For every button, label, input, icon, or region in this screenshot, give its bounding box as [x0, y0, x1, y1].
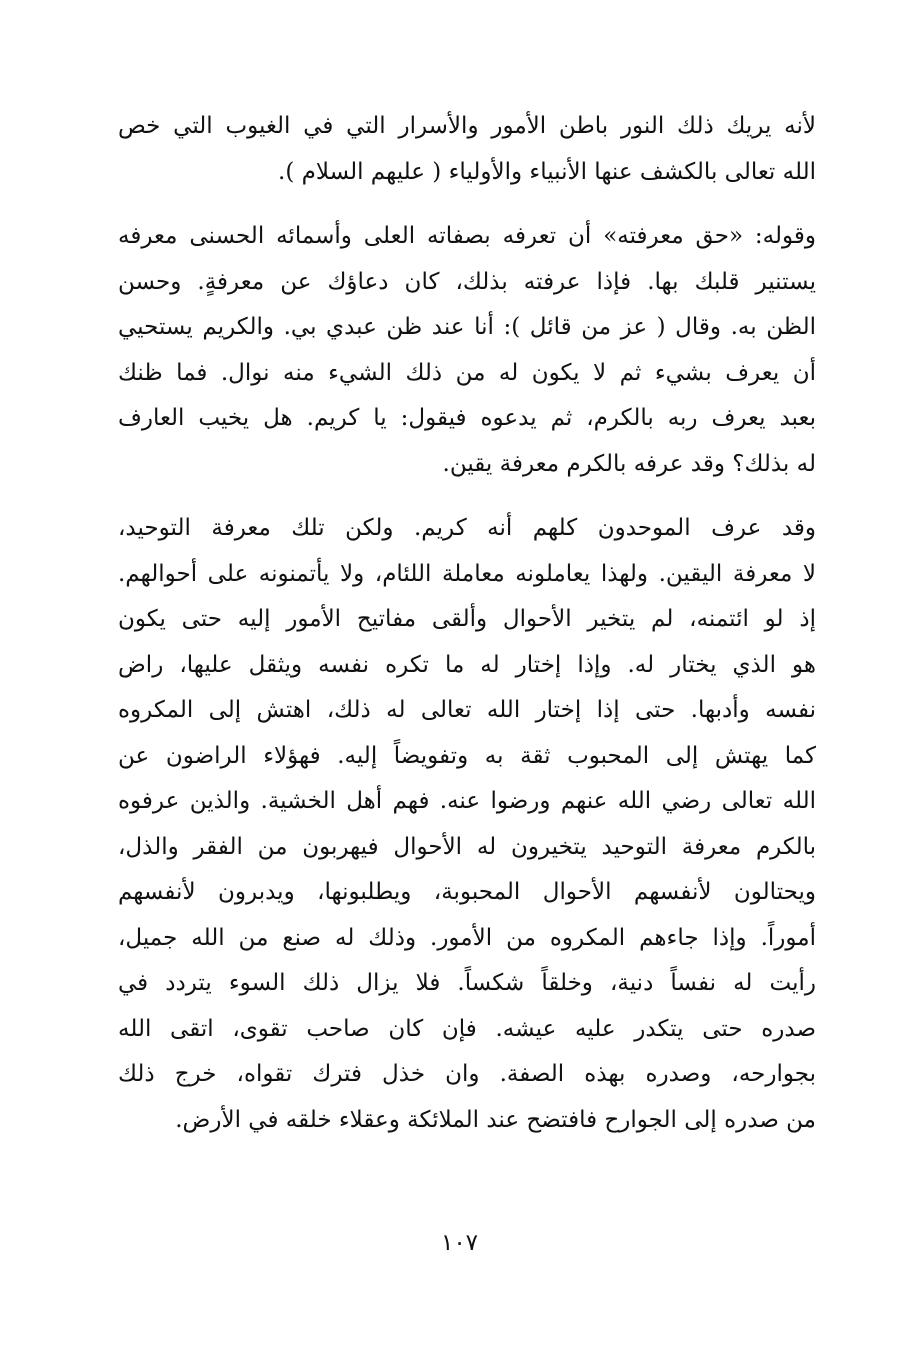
paragraph-2: [118, 214, 816, 487]
text-line: الظن به. وقال ( عز من قائل ): أنا عند ظن عبدي بي. والكريم يستحيي: [118, 314, 816, 340]
text-line: يستنير قلبك بها. فإذا عرفته بذلك، كان دعاؤك عن معرفةٍ. وحسن: [118, 268, 816, 295]
text-line: أن يعرف بشيء ثم لا يكون له من ذلك الشيء منه نوال. فما ظنك: [118, 359, 816, 386]
text-line: الله تعالى بالكشف عنها الأنبياء والأولياء ( عليهم السلام ).: [278, 158, 816, 185]
text-line: وقوله: «حق معرفته» أن تعرفه بصفاته العلى وأسمائه الحسنى معرفه: [118, 223, 816, 249]
text-line: رأيت له نفساً دنية، وخلقاً شكساً. فلا يزال ذلك السوء يتردد في: [118, 970, 816, 996]
paragraph-3: [118, 506, 816, 1143]
text-line: وقد عرف الموحدون كلهم أنه كريم. ولكن تلك معرفة التوحيد،: [118, 515, 816, 541]
text-line: كما يهتش إلى المحبوب ثقة به وتفويضاً إليه. فهؤلاء الراضون عن: [118, 742, 816, 769]
text-line: له بذلك؟ وقد عرفه بالكرم معرفة يقين.: [442, 450, 816, 477]
text-line: صدره حتى يتكدر عليه عيشه. فإن كان صاحب تقوى، اتقى الله: [118, 1015, 816, 1042]
text-line: هو الذي يختار له. وإذا إختار له ما تكره نفسه ويثقل عليها، راض: [118, 651, 816, 678]
body-text: [118, 104, 816, 1143]
paragraph-1: [118, 104, 816, 195]
text-line: لا معرفة اليقين. ولهذا يعاملونه معاملة اللئام، ولا يأتمنونه على أحوالهم.: [118, 560, 816, 587]
page-number: ١٠٧: [440, 1230, 479, 1256]
text-line: بعبد يعرف ربه بالكرم، ثم يدعوه فيقول: يا كريم. هل يخيب العارف: [118, 405, 816, 431]
text-line: لأنه يريك ذلك النور باطن الأمور والأسرار التي في الغيوب التي خص: [118, 113, 816, 139]
text-line: إذ لو ائتمنه، لم يتخير الأحوال وألقى مفاتيح الأمور إليه حتى يكون: [118, 606, 816, 632]
text-line: من صدره إلى الجوارح فافتضح عند الملائكة وعقلاء خلقه في الأرض.: [175, 1106, 816, 1133]
text-line: الله تعالى رضي الله عنهم ورضوا عنه. فهم أهل الخشية. والذين عرفوه: [118, 788, 816, 814]
text-line: بالكرم معرفة التوحيد يتخيرون له الأحوال فيهربون من الفقر والذل،: [118, 833, 816, 860]
text-line: نفسه وأدبها. حتى إذا إختار الله تعالى له ذلك، اهتش إلى المكروه: [118, 697, 816, 723]
text-line: بجوارحه، وصدره بهذه الصفة. وان خذل فترك تقواه، خرج ذلك: [118, 1061, 816, 1087]
text-line: ويحتالون لأنفسهم الأحوال المحبوبة، ويطلبونها، ويدبرون لأنفسهم: [118, 879, 816, 905]
text-line: أموراً. وإذا جاءهم المكروه من الأمور. وذلك له صنع من الله جميل،: [118, 924, 816, 951]
